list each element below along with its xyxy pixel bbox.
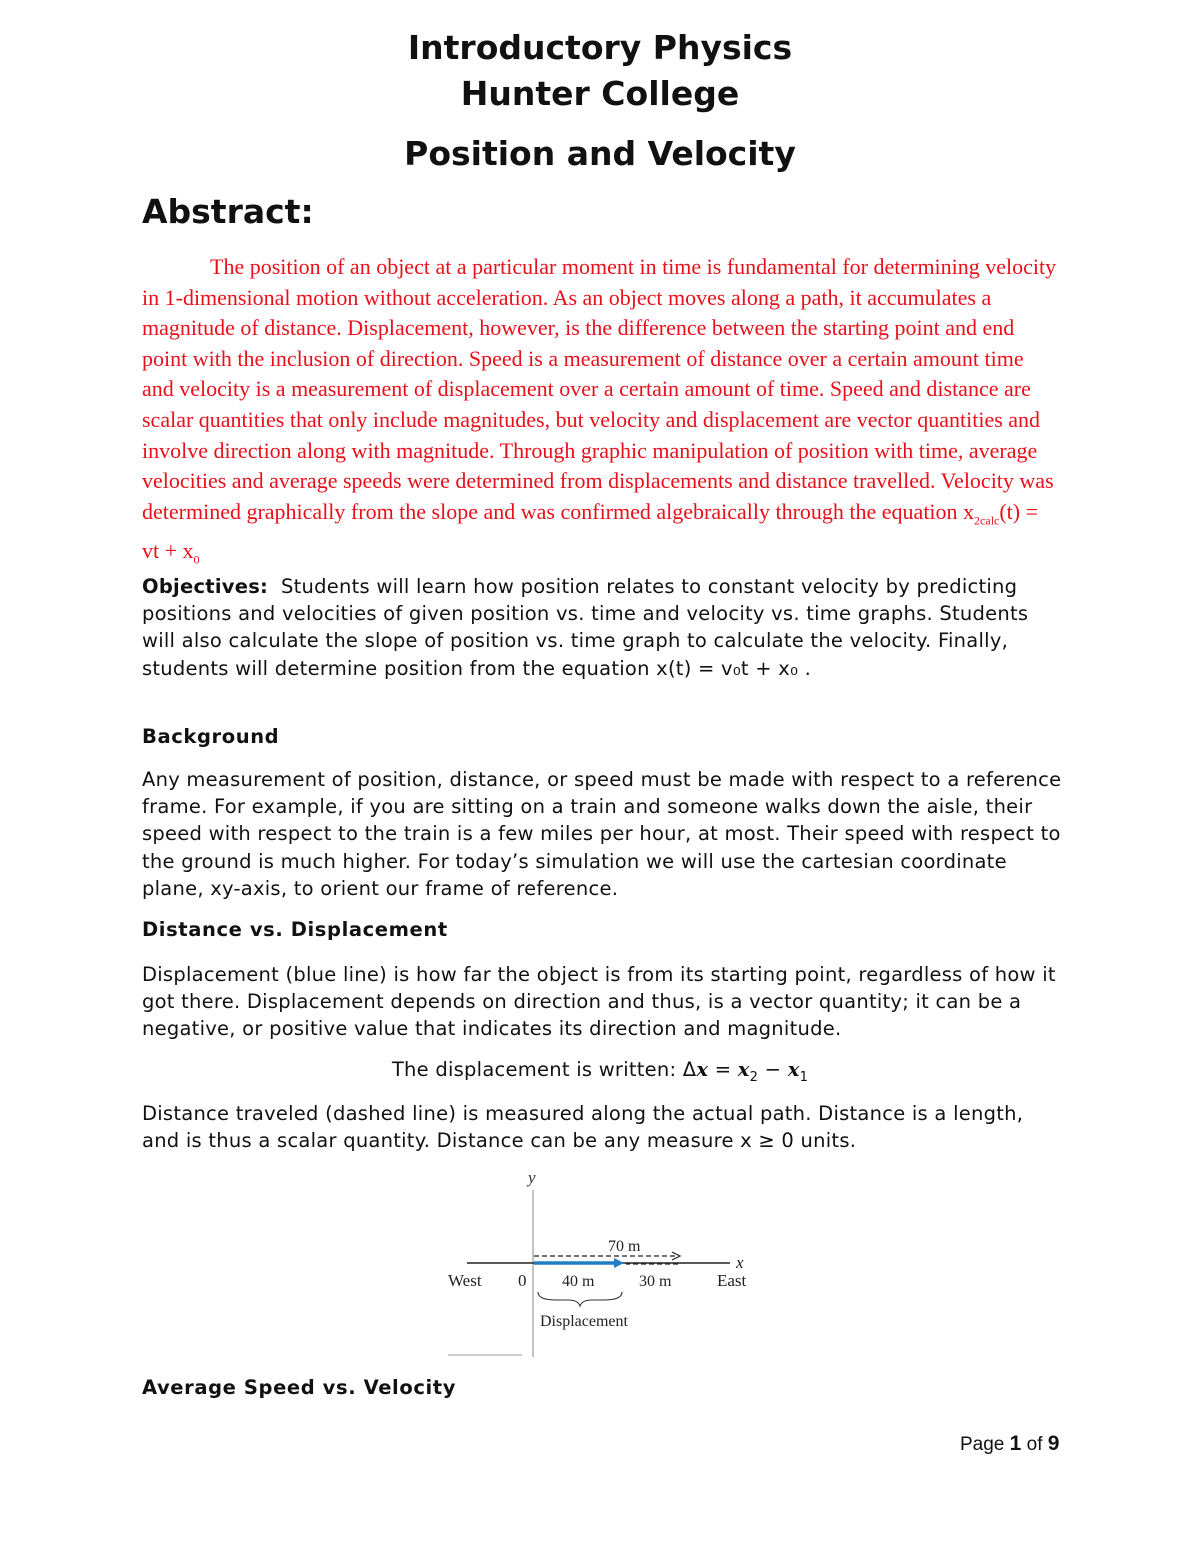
background-heading: Background [142,725,280,748]
background-text: Any measurement of position, distance, or speed must be made with respect to a reference frame. For example, if you are sitting on a train and someone walks down the aisle, their speed with respect to the train is a few miles per hour, at most. Their speed with respect to the ground is much higher. For today’s simulation we will use the cartesian coordinate plane, xy-axis, to orient our frame of reference. [142,768,1062,900]
topic-title: Position and Velocity [404,134,796,173]
segment-30-label: 30 m [639,1273,672,1290]
displacement-diagram [440,1165,770,1360]
total-distance-label: 70 m [608,1238,641,1255]
east-label: East [717,1271,747,1290]
displacement-arrowhead [614,1258,624,1268]
displacement-label: Displacement [540,1313,628,1330]
average-speed-heading: Average Speed vs. Velocity [142,1376,457,1399]
abstract-equation: $x_{2calc}(t)$ = vt + $x_0$ [142,498,1039,567]
displacement-brace [538,1292,622,1306]
displacement-paragraph: Displacement (blue line) is how far the object is from its starting point, regardless of how it got there. Displacement depends on direction and thus, is a vector quantity; it can be a negative, or positive value that indicates its direction and magnitude. [142,963,1056,1041]
x-axis-label: x [736,1253,744,1272]
objectives-label: Objectives: [142,575,269,598]
objectives-text: Students will learn how position relates to constant velocity by predicting positions and velocities of given position vs. time and velocity vs. time graphs. Students will also calculate the slope of position vs. time graph to calculate the velocity. Finally, students will determine position from the equation x(t) = v₀t + x₀ . [142,575,1029,680]
abstract-body-text: The position of an object at a particular moment in time is fundamental for determining velocity in 1-dimensional motion without acceleration. As an object moves along a path, it accumulates a magnitude of distance. Displacement, however, is the difference between the starting point and end point with the inclusion of direction. Speed is a measurement of distance over a certain amount time and velocity is a measurement of displacement over a certain amount of time. Speed and distance are scalar quantities that only include magnitudes, but velocity and displacement are vector quantities and involve direction along with magnitude. Through graphic manipulation of position with time, average velocities and average speeds were determined from displacements and distance travelled. Velocity was determined graphically from the slope and was confirmed algebraically through the equation [142,254,1057,524]
page-number: Page 1 of 9 [960,1432,1060,1455]
abstract-heading: Abstract: [142,192,314,231]
y-axis-label: y [528,1168,536,1187]
origin-label: 0 [518,1271,527,1290]
objectives-paragraph [142,573,1062,682]
displacement-formula: The displacement is written: $\Delta x = x_2 - x_1$ [391,1058,809,1085]
abstract-text [142,252,1057,575]
college-title: Hunter College [460,74,740,113]
course-title: Introductory Physics [407,28,793,67]
distance-heading: Distance vs. Displacement [142,918,448,941]
segment-40-label: 40 m [562,1273,595,1290]
west-label: West [448,1271,482,1290]
distance-paragraph: Distance traveled (dashed line) is measured along the actual path. Distance is a length, and is thus a scalar quantity. Distance can be any measure x ≥ 0 units. [142,1102,1024,1153]
